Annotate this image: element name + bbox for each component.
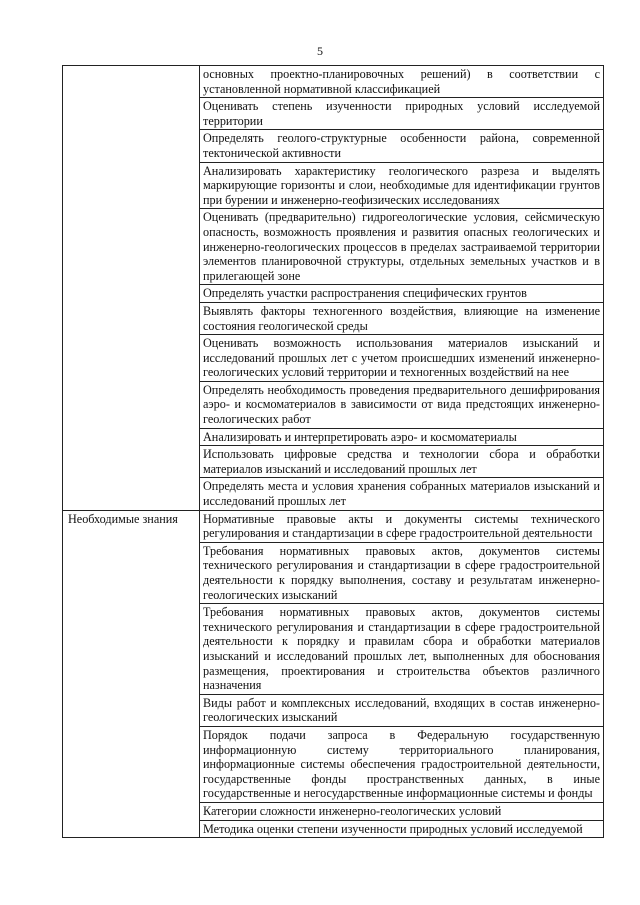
table-row	[63, 510, 604, 542]
requirement-text: Нормативные правовые акты и документы системы технического регулирования и стандартизации в сфере градостроительной деятельности	[200, 510, 604, 542]
requirement-text: Порядок подачи запроса в Федеральную государственную информационную систему территориального планирования, информационные системы обеспечения градостроительной деятельности, государственные фонды пространственных данных, в иные государственные и негосударственные информационные системы и фонды	[200, 726, 604, 802]
requirement-text: Требования нормативных правовых актов, документов системы технического регулирования и стандартизации в сфере градостроительной деятельности к порядку выполнения, составу и результатам инженерно-геологических изысканий	[200, 542, 604, 603]
requirement-text: Определять необходимость проведения предварительного дешифрирования аэро- и космоматериалов в зависимости от вида предстоящих инженерно-геологических работ	[200, 381, 604, 428]
requirement-text: Определять участки распространения специфических грунтов	[200, 285, 604, 303]
requirement-text: Требования нормативных правовых актов, документов системы технического регулирования и стандартизации в сфере градостроительной деятельности к порядку и правилам сбора и обработки материалов изысканий и исследований прошлых лет, выполненных для обоснования размещения, проектирования и строительства объектов различного назначения	[200, 604, 604, 695]
requirement-text: Анализировать характеристику геологического разреза и выделять маркирующие горизонты и слои, необходимые для идентификации грунтов при бурении и инженерно-геофизических исследованиях	[200, 162, 604, 209]
requirement-text: Категории сложности инженерно-геологических условий	[200, 802, 604, 820]
section-label-cell	[63, 66, 200, 511]
requirement-text: основных проектно-планировочных решений) в соответствии с установленной нормативной классификацией	[200, 66, 604, 98]
requirement-text: Оценивать возможность использования материалов изысканий и исследований прошлых лет с учетом происшедших изменений инженерно-геологических условий территории и техногенных воздействий на нее	[200, 335, 604, 382]
table-row	[63, 66, 604, 98]
requirements-table-body	[63, 66, 604, 838]
requirement-text: Оценивать (предварительно) гидрогеологические условия, сейсмическую опасность, возможность проявления и развития опасных геологических и инженерно-геологических процессов в пределах застраиваемой территории элементов планировочной структуры, отдельных земельных участков и в прилегающей зоне	[200, 209, 604, 285]
requirement-text: Виды работ и комплексных исследований, входящих в состав инженерно-геологических изысканий	[200, 694, 604, 726]
requirement-text: Определять геолого-структурные особенности района, современной тектонической активности	[200, 130, 604, 162]
section-label: Необходимые знания	[68, 511, 178, 526]
page-number: 5	[317, 44, 323, 58]
requirement-text: Выявлять факторы техногенного воздействия, влияющие на изменение состояния геологической среды	[200, 302, 604, 334]
requirements-table	[62, 65, 604, 838]
requirement-text: Определять места и условия хранения собранных материалов изысканий и исследований прошлых лет	[200, 478, 604, 510]
requirement-text: Использовать цифровые средства и технологии сбора и обработки материалов изысканий и исследований прошлых лет	[200, 446, 604, 478]
requirement-text: Анализировать и интерпретировать аэро- и космоматериалы	[200, 428, 604, 446]
requirement-text: Методика оценки степени изученности природных условий исследуемой	[200, 820, 604, 838]
section-label-cell	[63, 510, 200, 837]
requirement-text: Оценивать степень изученности природных условий исследуемой территории	[200, 98, 604, 130]
